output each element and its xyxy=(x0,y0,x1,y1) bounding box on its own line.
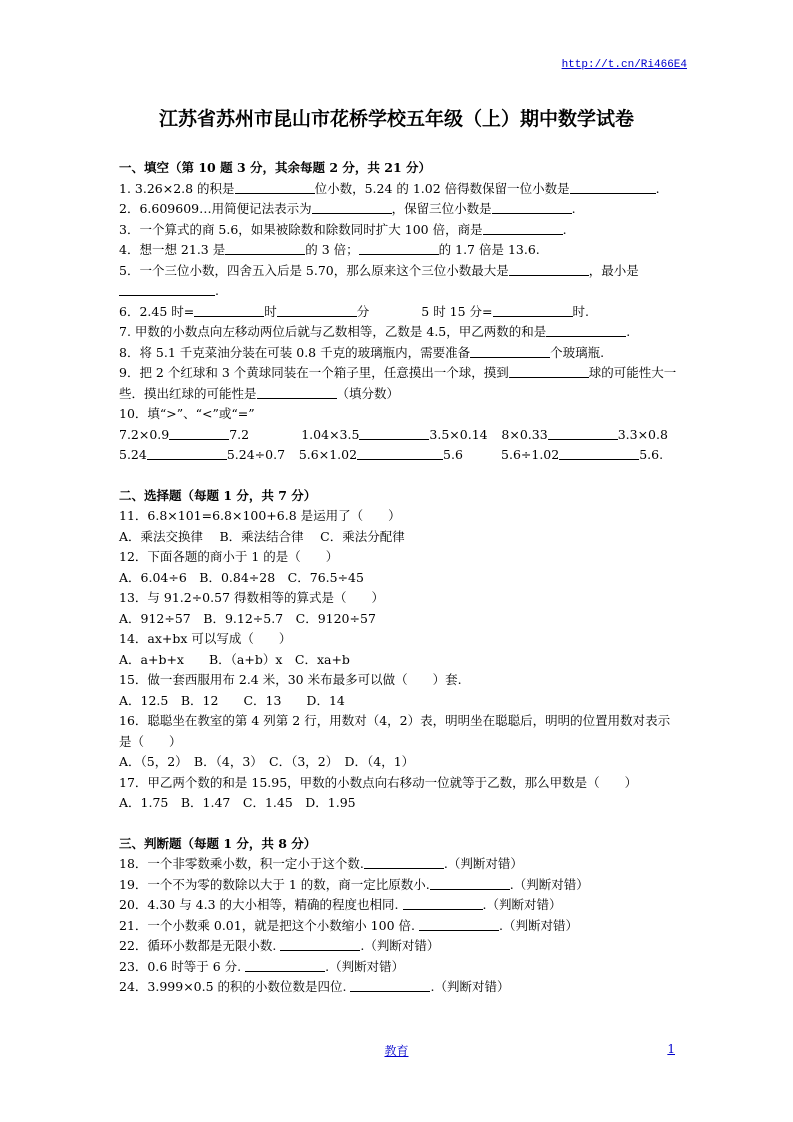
compare-left: 5.6×1.02 xyxy=(298,447,358,462)
judge-suffix: .（判断对错） xyxy=(360,938,440,953)
q13-stem: 13．与 91.2÷0.57 得数相等的算式是（ ） xyxy=(119,590,384,605)
section-3-heading: 三、判断题（每题 1 分，共 8 分） xyxy=(119,835,317,851)
answer-blank[interactable] xyxy=(548,426,618,440)
compare-left: 1.04×3.5 xyxy=(301,426,360,442)
answer-blank[interactable] xyxy=(359,426,429,440)
answer-blank[interactable] xyxy=(257,385,337,399)
q11-options[interactable]: A．乘法交换律 B．乘法结合律 C．乘法分配律 xyxy=(119,528,405,544)
answer-blank[interactable] xyxy=(470,344,550,358)
judge-text: 22．循环小数都是无限小数. xyxy=(119,938,277,953)
compare-right: 5.6. xyxy=(639,447,664,462)
q15-stem: 15．做一套西服用布 2.4 米，30 米布最多可以做（ ）套. xyxy=(119,672,462,687)
q8-text-a: 8．将 5.1 千克菜油分装在可装 0.8 千克的玻璃瓶内，需要准备 xyxy=(119,344,471,360)
judge-suffix: .（判断对错） xyxy=(498,917,578,933)
q6-text-d: 5 时 15 分= xyxy=(421,303,493,319)
q13-options[interactable]: A．912÷57 B．9.12÷5.7 C．9120÷57 xyxy=(119,610,376,626)
compare-right: 3.3×0.8 xyxy=(617,426,668,442)
answer-blank[interactable] xyxy=(280,937,360,951)
q4-text-b: 的 3 倍； xyxy=(305,242,359,257)
judge-text: 18．一个非零数乘小数，积一定小于这个数. xyxy=(119,856,364,871)
question-10-heading: 10．填“>”、“<”或“=” xyxy=(119,406,255,421)
q9-text-b: 球的可能性大一些．摸出红球的可能性是 xyxy=(119,365,677,401)
judge-text: 20．4.30 与 4.3 的大小相等，精确的程度也相同. xyxy=(119,897,399,912)
q1-text-b: 位小数，5.24 的 1.02 倍得数保留一位小数是 xyxy=(314,180,570,196)
question-2 xyxy=(119,199,679,220)
q3-text-b: . xyxy=(562,221,567,237)
compare-right: 7.2 xyxy=(229,426,250,442)
question-7 xyxy=(119,322,679,343)
answer-blank[interactable] xyxy=(359,241,439,255)
compare-left: 5.6÷1.02 xyxy=(501,447,560,462)
answer-blank[interactable] xyxy=(277,303,357,317)
page-title: 江苏省苏州市昆山市花桥学校五年级（上）期中数学试卷 xyxy=(158,108,634,130)
q7-text-a: 7. 甲数的小数点向左移动两位后就与乙数相等，乙数是 4.5，甲乙两数的和是 xyxy=(119,324,547,339)
q17-stem: 17．甲乙两个数的和是 15.95，甲数的小数点向右移动一位就等于乙数，那么甲数是（ ） xyxy=(119,774,638,790)
q6-text-b: 时 xyxy=(264,303,277,319)
answer-blank[interactable] xyxy=(245,958,325,972)
q1-text-c: . xyxy=(655,180,660,196)
answer-blank[interactable] xyxy=(194,303,264,317)
q14-options[interactable]: A．a+b+x B．（a+b）x C．xa+b xyxy=(119,651,350,667)
judge-item xyxy=(119,895,679,916)
q15-options[interactable]: A．12.5 B．12 C．13 D．14 xyxy=(119,692,345,708)
answer-blank[interactable] xyxy=(570,180,656,194)
q9-text-c: （填分数） xyxy=(336,385,400,401)
answer-blank[interactable] xyxy=(509,364,589,378)
source-url[interactable]: http://t.cn/Ri466E4 xyxy=(561,59,687,71)
answer-blank[interactable] xyxy=(147,446,227,460)
compare-right: 3.5×0.14 xyxy=(429,426,488,442)
judge-item xyxy=(119,977,679,998)
q11-stem: 11．6.8×101=6.8×100+6.8 是运用了（ ） xyxy=(119,508,401,523)
judge-text: 19．一个不为零的数除以大于 1 的数，商一定比原数小. xyxy=(119,876,430,892)
answer-blank[interactable] xyxy=(493,303,573,317)
judge-item xyxy=(119,916,679,937)
section-1-heading: 一、填空（第 10 题 3 分，其余每题 2 分，共 21 分） xyxy=(119,160,432,175)
question-1 xyxy=(119,179,679,200)
exam-body xyxy=(119,158,679,998)
q1-text-a: 1. 3.26×2.8 的积是 xyxy=(119,180,235,196)
judge-text: 21．一个小数乘 0.01，就是把这个小数缩小 100 倍. xyxy=(119,917,415,933)
judge-text: 24．3.999×0.5 的积的小数位数是四位. xyxy=(119,979,347,994)
q12-options[interactable]: A．6.04÷6 B．0.84÷28 C．76.5÷45 xyxy=(119,569,364,585)
q14-stem: 14．ax+bx 可以写成（ ） xyxy=(119,631,292,646)
answer-blank[interactable] xyxy=(350,978,430,992)
answer-blank[interactable] xyxy=(559,446,639,460)
judge-suffix: .（判断对错） xyxy=(482,897,562,912)
answer-blank[interactable] xyxy=(483,221,563,235)
q5-text-b: ，最小是 xyxy=(588,262,639,278)
answer-blank[interactable] xyxy=(492,200,572,214)
judge-suffix: .（判断对错） xyxy=(443,856,523,871)
q5-text-a: 5．一个三位小数，四舍五入后是 5.70，那么原来这个三位小数最大是 xyxy=(119,262,509,278)
answer-blank[interactable] xyxy=(546,323,626,337)
judge-item xyxy=(119,875,679,896)
q5-text-c: . xyxy=(215,283,219,298)
answer-blank[interactable] xyxy=(169,426,229,440)
answer-blank[interactable] xyxy=(419,917,499,931)
question-10-row-2 xyxy=(119,445,679,466)
judge-suffix: .（判断对错） xyxy=(325,958,405,974)
judge-suffix: .（判断对错） xyxy=(509,876,589,892)
q12-stem: 12．下面各题的商小于 1 的是（ ） xyxy=(119,549,339,564)
footer-link[interactable]: 教育 xyxy=(384,1044,409,1058)
q6-text-e: 时. xyxy=(572,303,590,319)
question-8 xyxy=(119,343,679,364)
q8-text-b: 个玻璃瓶. xyxy=(550,344,605,360)
q17-options[interactable]: A．1.75 B．1.47 C．1.45 D．1.95 xyxy=(119,795,356,810)
question-6 xyxy=(119,302,679,323)
compare-right: 5.24÷0.7 xyxy=(226,447,286,462)
q16-stem: 16．聪聪坐在教室的第 4 列第 2 行，用数对（4，2）表，明明坐在聪聪后，明明的位置用数对表示是（ ） xyxy=(119,713,671,749)
q3-text-a: 3．一个算式的商 5.6，如果被除数和除数同时扩大 100 倍，商是 xyxy=(119,221,483,237)
q9-text-a: 9．把 2 个红球和 3 个黄球同装在一个箱子里，任意摸出一个球，摸到 xyxy=(119,365,509,380)
question-10-row-1 xyxy=(119,425,679,446)
q2-text-c: . xyxy=(571,201,576,216)
compare-left: 7.2×0.9 xyxy=(119,426,170,442)
compare-left: 5.24 xyxy=(119,447,147,462)
judge-item xyxy=(119,936,679,957)
q2-text-b: ，保留三位小数是 xyxy=(391,201,492,216)
answer-blank[interactable] xyxy=(235,180,315,194)
judge-text: 23．0.6 时等于 6 分. xyxy=(119,958,242,974)
q2-text-a: 2．6.609609…用简便记法表示为 xyxy=(119,201,312,216)
question-3 xyxy=(119,220,679,241)
answer-blank[interactable] xyxy=(364,855,444,869)
question-9 xyxy=(119,363,679,404)
answer-blank[interactable] xyxy=(225,241,305,255)
q4-text-a: 4．想一想 21.3 是 xyxy=(119,242,226,257)
answer-blank[interactable] xyxy=(119,282,215,296)
q4-text-c: 的 1.7 倍是 13.6. xyxy=(438,242,540,257)
judge-suffix: .（判断对错） xyxy=(430,979,510,994)
answer-blank[interactable] xyxy=(430,876,510,890)
compare-right: 5.6 xyxy=(443,447,463,462)
question-5 xyxy=(119,261,679,302)
q6-text-a: 6．2.45 时= xyxy=(119,303,195,319)
judge-item xyxy=(119,854,679,875)
section-2-heading: 二、选择题（每题 1 分，共 7 分） xyxy=(119,487,317,503)
answer-blank[interactable] xyxy=(509,262,589,276)
judge-item xyxy=(119,957,679,978)
compare-left: 8×0.33 xyxy=(501,426,548,442)
answer-blank[interactable] xyxy=(403,896,483,910)
q16-options[interactable]: A．（5，2） B．（4，3） C．（3，2） D．（4，1） xyxy=(119,754,415,769)
page-number: 1 xyxy=(667,1042,675,1056)
q7-text-b: . xyxy=(626,324,631,339)
answer-blank[interactable] xyxy=(357,446,443,460)
answer-blank[interactable] xyxy=(312,200,392,214)
question-4 xyxy=(119,240,679,261)
q6-text-c: 分 xyxy=(356,303,370,319)
